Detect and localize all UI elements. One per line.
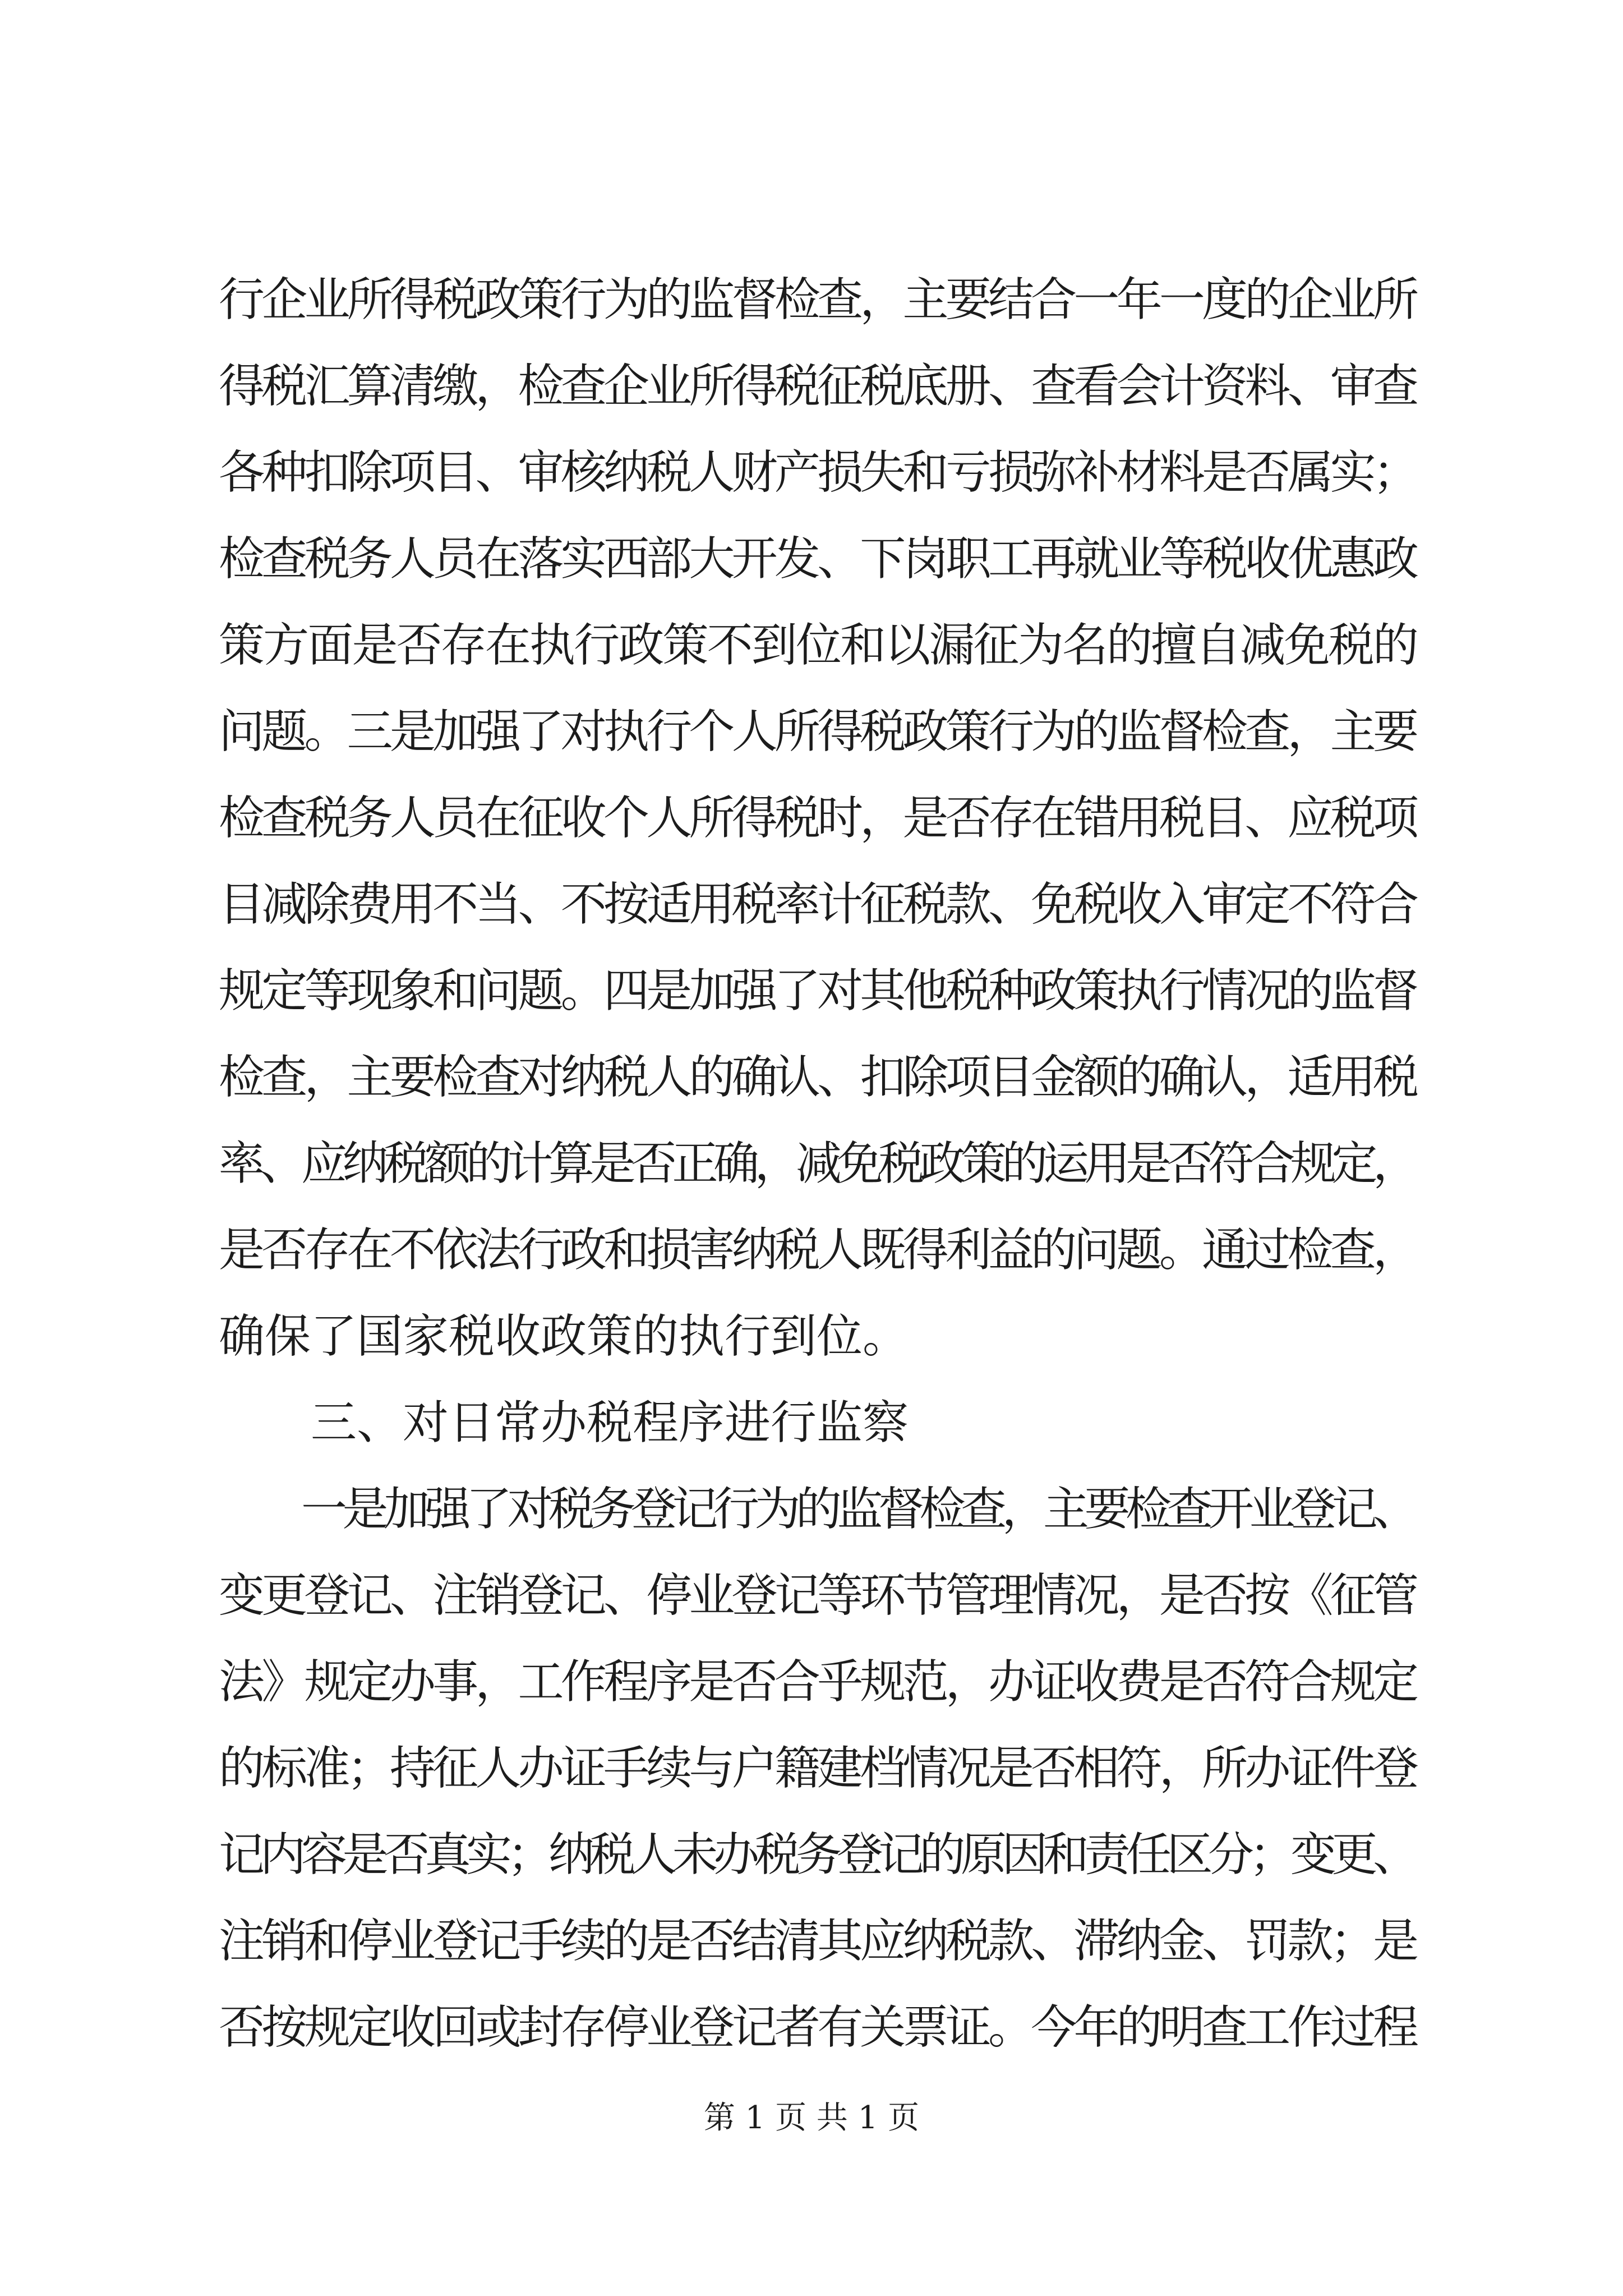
text-line: 检查，主要检查对纳税人的确认、扣除项目金额的确认，适用税 xyxy=(219,1051,1416,1104)
text-line: 变更登记、注销登记、停业登记等环节管理情况，是否按《征管 xyxy=(219,1569,1416,1622)
text-line: 注销和停业登记手续的是否结清其应纳税款、滞纳金、罚款；是 xyxy=(219,1915,1416,1968)
text-line: 规定等现象和问题。四是加强了对其他税种政策执行情况的监督 xyxy=(219,964,1416,1018)
text-line: 策方面是否存在执行政策不到位和以漏征为名的擅自减免税的 xyxy=(219,619,1418,672)
text-line: 检查税务人员在征收个人所得税时，是否存在错用税目、应税项 xyxy=(219,792,1416,845)
text-line: 否按规定收回或封存停业登记者有关票证。今年的明查工作过程 xyxy=(219,2001,1416,2054)
body-text xyxy=(219,257,1419,2071)
text-line: 检查税务人员在落实西部大开发、下岗职工再就业等税收优惠政 xyxy=(219,532,1416,586)
text-line: 法》规定办事，工作程序是否合乎规范，办证收费是否符合规定 xyxy=(219,1655,1416,1709)
text-line: 确保了国家税收政策的执行到位。 xyxy=(219,1310,909,1363)
section-heading: 三、对日常办税程序进行监察 xyxy=(219,1396,909,1450)
text-line: 问题。三是加强了对执行个人所得税政策行为的监督检查，主要 xyxy=(219,705,1416,758)
text-line: 各种扣除项目、审核纳税人财产损失和亏损弥补材料是否属实； xyxy=(219,446,1416,499)
page-footer: 第 1 页 共 1 页 xyxy=(703,2100,920,2136)
text-line: 记内容是否真实；纳税人未办税务登记的原因和责任区分；变更、 xyxy=(219,1828,1414,1881)
text-line: 率、应纳税额的计算是否正确，减免税政策的运用是否符合规定， xyxy=(219,1137,1414,1190)
text-line: 目减除费用不当、不按适用税率计征税款、免税收入审定不符合 xyxy=(219,878,1416,931)
text-line: 一是加强了对税务登记行为的监督检查，主要检查开业登记、 xyxy=(219,1483,1414,1536)
text-line: 是否存在不依法行政和损害纳税人既得利益的问题。通过检查， xyxy=(219,1223,1416,1277)
text-line: 行企业所得税政策行为的监督检查，主要结合一年一度的企业所 xyxy=(219,273,1416,326)
text-line: 得税汇算清缴，检查企业所得税征税底册、查看会计资料、审查 xyxy=(219,360,1416,413)
text-line: 的标准；持征人办证手续与户籍建档情况是否相符，所办证件登 xyxy=(219,1742,1416,1795)
